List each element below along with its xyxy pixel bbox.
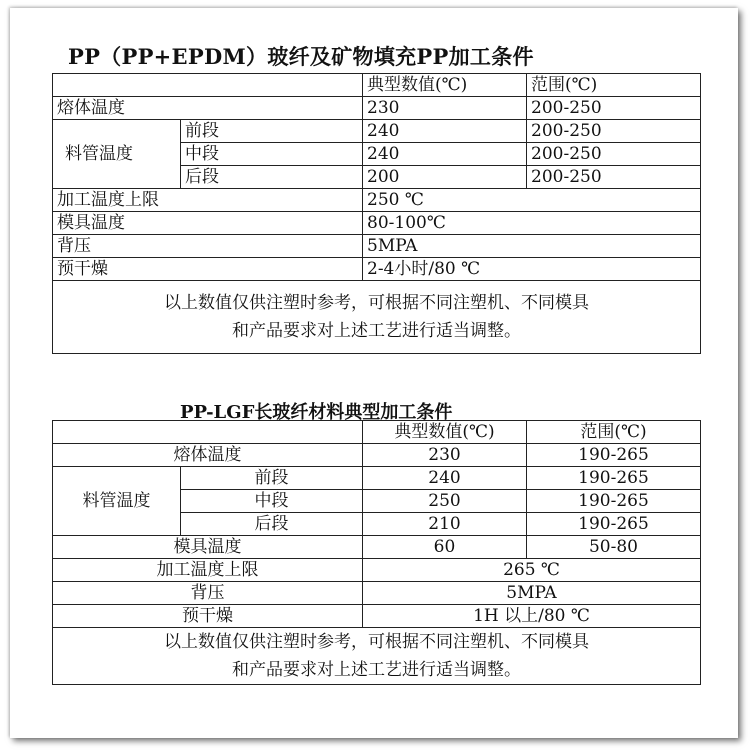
- note-line: 以上数值仅供注塑时参考，可根据不同注塑机、不同模具: [164, 293, 589, 313]
- header-blank: [53, 74, 363, 97]
- row-label: 加工温度上限: [53, 189, 363, 212]
- row-label: 模具温度: [53, 536, 363, 559]
- row-range: 50-80: [527, 536, 701, 559]
- row-label: 背压: [53, 582, 363, 605]
- table-row: [53, 235, 701, 258]
- table-row: [53, 605, 701, 628]
- note-line: 和产品要求对上述工艺进行适当调整。: [232, 321, 521, 341]
- row-label: 模具温度: [53, 212, 363, 235]
- table2-title: PP-LGF长玻纤材料典型加工条件: [180, 402, 453, 423]
- header-range: 范围(℃): [527, 421, 701, 444]
- header-typical: 典型数值(℃): [363, 74, 527, 97]
- note-line: 和产品要求对上述工艺进行适当调整。: [232, 660, 521, 680]
- note-cell: [53, 628, 701, 685]
- row-value: 200: [363, 166, 527, 189]
- table2: [52, 420, 701, 685]
- row-label: 熔体温度: [53, 97, 363, 120]
- row-value: 60: [363, 536, 527, 559]
- note-line: 以上数值仅供注塑时参考，可根据不同注塑机、不同模具: [164, 632, 589, 652]
- header-typical: 典型数值(℃): [363, 421, 527, 444]
- row-range: 200-250: [527, 166, 701, 189]
- row-value: 240: [363, 143, 527, 166]
- table-row: [53, 74, 701, 97]
- row-label: 料管温度: [53, 467, 181, 536]
- row-label: 料管温度: [53, 120, 181, 189]
- header-blank: [53, 421, 363, 444]
- row-value: 250: [363, 490, 527, 513]
- note-cell: [53, 281, 701, 354]
- table-row: [53, 212, 701, 235]
- row-value: 210: [363, 513, 527, 536]
- row-value: 230: [363, 97, 527, 120]
- row-value: 5MPA: [363, 582, 701, 605]
- row-label: 预干燥: [53, 605, 363, 628]
- row-value: 1H 以上/80 ℃: [363, 605, 701, 628]
- table-row: [53, 559, 701, 582]
- table-row: [53, 536, 701, 559]
- row-value: 80-100℃: [363, 212, 701, 235]
- row-value: 2-4小时/80 ℃: [363, 258, 701, 281]
- table-row: [53, 97, 701, 120]
- row-value: 265 ℃: [363, 559, 701, 582]
- row-label: 预干燥: [53, 258, 363, 281]
- row-range: 200-250: [527, 143, 701, 166]
- row-label: 加工温度上限: [53, 559, 363, 582]
- table-row: [53, 467, 701, 490]
- row-sublabel: 前段: [181, 467, 363, 490]
- row-range: 190-265: [527, 444, 701, 467]
- table-row: [53, 281, 701, 354]
- row-label: 背压: [53, 235, 363, 258]
- header-range: 范围(℃): [527, 74, 701, 97]
- table-row: [53, 582, 701, 605]
- row-value: 230: [363, 444, 527, 467]
- row-value: 250 ℃: [363, 189, 701, 212]
- row-range: 190-265: [527, 490, 701, 513]
- row-sublabel: 后段: [181, 166, 363, 189]
- row-sublabel: 中段: [181, 490, 363, 513]
- row-value: 240: [363, 120, 527, 143]
- row-range: 190-265: [527, 513, 701, 536]
- table-row: [53, 189, 701, 212]
- row-label: 熔体温度: [53, 444, 363, 467]
- row-range: 200-250: [527, 120, 701, 143]
- table-row: [53, 444, 701, 467]
- row-sublabel: 前段: [181, 120, 363, 143]
- table-row: [53, 421, 701, 444]
- row-range: 190-265: [527, 467, 701, 490]
- row-range: 200-250: [527, 97, 701, 120]
- row-value: 5MPA: [363, 235, 701, 258]
- table1: [52, 73, 701, 354]
- table-row: [53, 628, 701, 685]
- table1-title: PP（PP+EPDM）玻纤及矿物填充PP加工条件: [68, 44, 534, 69]
- table-row: [53, 258, 701, 281]
- table-row: [53, 120, 701, 143]
- row-sublabel: 中段: [181, 143, 363, 166]
- row-sublabel: 后段: [181, 513, 363, 536]
- row-value: 240: [363, 467, 527, 490]
